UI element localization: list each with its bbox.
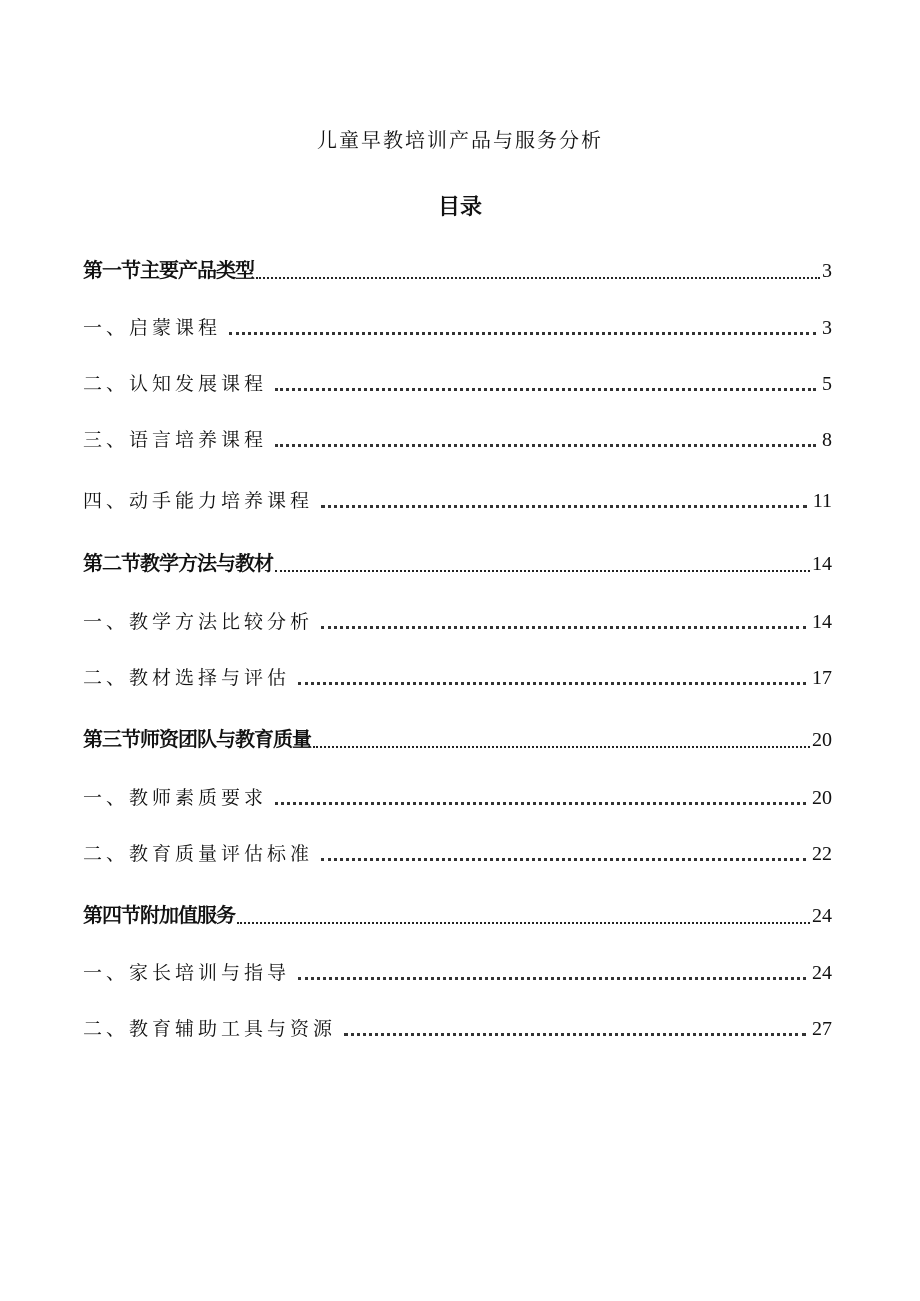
toc-entry[interactable] — [83, 663, 832, 690]
toc-entry[interactable] — [83, 1014, 832, 1041]
toc-entry-page: 27 — [812, 1018, 832, 1040]
toc-entry-label: 二、认知发展课程 — [83, 373, 268, 395]
toc-entry-page: 24 — [812, 905, 832, 927]
toc-dot-leader — [256, 277, 820, 279]
toc-dot-leader — [313, 746, 810, 748]
toc-dot-leader — [321, 858, 806, 861]
toc-entry[interactable] — [83, 899, 832, 928]
toc-entry-page: 14 — [812, 553, 832, 575]
toc-entry-label: 四、动手能力培养课程 — [83, 490, 314, 512]
toc-entry-page: 17 — [812, 667, 832, 689]
toc-entry[interactable] — [83, 723, 832, 752]
toc-entry[interactable] — [83, 254, 832, 283]
toc-entry-label: 第三节师资团队与教育质量 — [83, 727, 311, 751]
toc-entry-label: 三、语言培养课程 — [83, 429, 268, 451]
toc-dot-leader — [229, 332, 816, 335]
toc-dot-leader — [275, 388, 816, 391]
toc-entry-label: 第一节主要产品类型 — [83, 258, 254, 282]
toc-entry-page: 20 — [812, 729, 832, 751]
toc-entry-page: 5 — [822, 373, 832, 395]
toc-entry[interactable] — [83, 369, 832, 396]
toc-entry-page: 11 — [812, 490, 832, 512]
toc-entry-page: 24 — [812, 962, 832, 984]
toc-entry-label: 一、家长培训与指导 — [83, 962, 291, 984]
toc-dot-leader — [237, 922, 810, 924]
toc-entry-label: 一、教学方法比较分析 — [83, 611, 314, 633]
toc-entry-page: 3 — [822, 260, 832, 282]
toc-entry[interactable] — [83, 783, 832, 810]
toc-entry[interactable] — [83, 547, 832, 576]
toc-dot-leader — [321, 505, 807, 508]
toc-dot-leader — [344, 1033, 806, 1036]
toc-entry-label: 二、教育质量评估标准 — [83, 843, 314, 865]
toc-entry-label: 第四节附加值服务 — [83, 903, 235, 927]
toc-dot-leader — [321, 626, 806, 629]
toc-entry[interactable] — [83, 425, 832, 452]
toc-entry-label: 一、启蒙课程 — [83, 317, 222, 339]
toc-entry-page: 20 — [812, 787, 832, 809]
toc-entry[interactable] — [83, 486, 832, 513]
toc-entry-page: 14 — [812, 611, 832, 633]
toc-entry[interactable] — [83, 607, 832, 634]
toc-entry-label: 二、教育辅助工具与资源 — [83, 1018, 337, 1040]
toc-entry-label: 第二节教学方法与教材 — [83, 551, 273, 575]
toc-entry-label: 一、教师素质要求 — [83, 787, 268, 809]
toc-dot-leader — [275, 570, 810, 572]
toc-dot-leader — [275, 802, 806, 805]
toc-entry-label: 二、教材选择与评估 — [83, 667, 291, 689]
toc-entry-page: 8 — [822, 429, 832, 451]
toc-entry-page: 22 — [812, 843, 832, 865]
toc-dot-leader — [275, 444, 816, 447]
toc-entry-page: 3 — [822, 317, 832, 339]
document-title: 儿童早教培训产品与服务分析 — [317, 128, 603, 152]
toc-heading: 目录 — [437, 195, 482, 220]
toc-entry[interactable] — [83, 313, 832, 340]
toc-dot-leader — [298, 977, 806, 980]
toc-entry[interactable] — [83, 958, 832, 985]
toc-dot-leader — [298, 682, 806, 685]
toc-entry[interactable] — [83, 839, 832, 866]
